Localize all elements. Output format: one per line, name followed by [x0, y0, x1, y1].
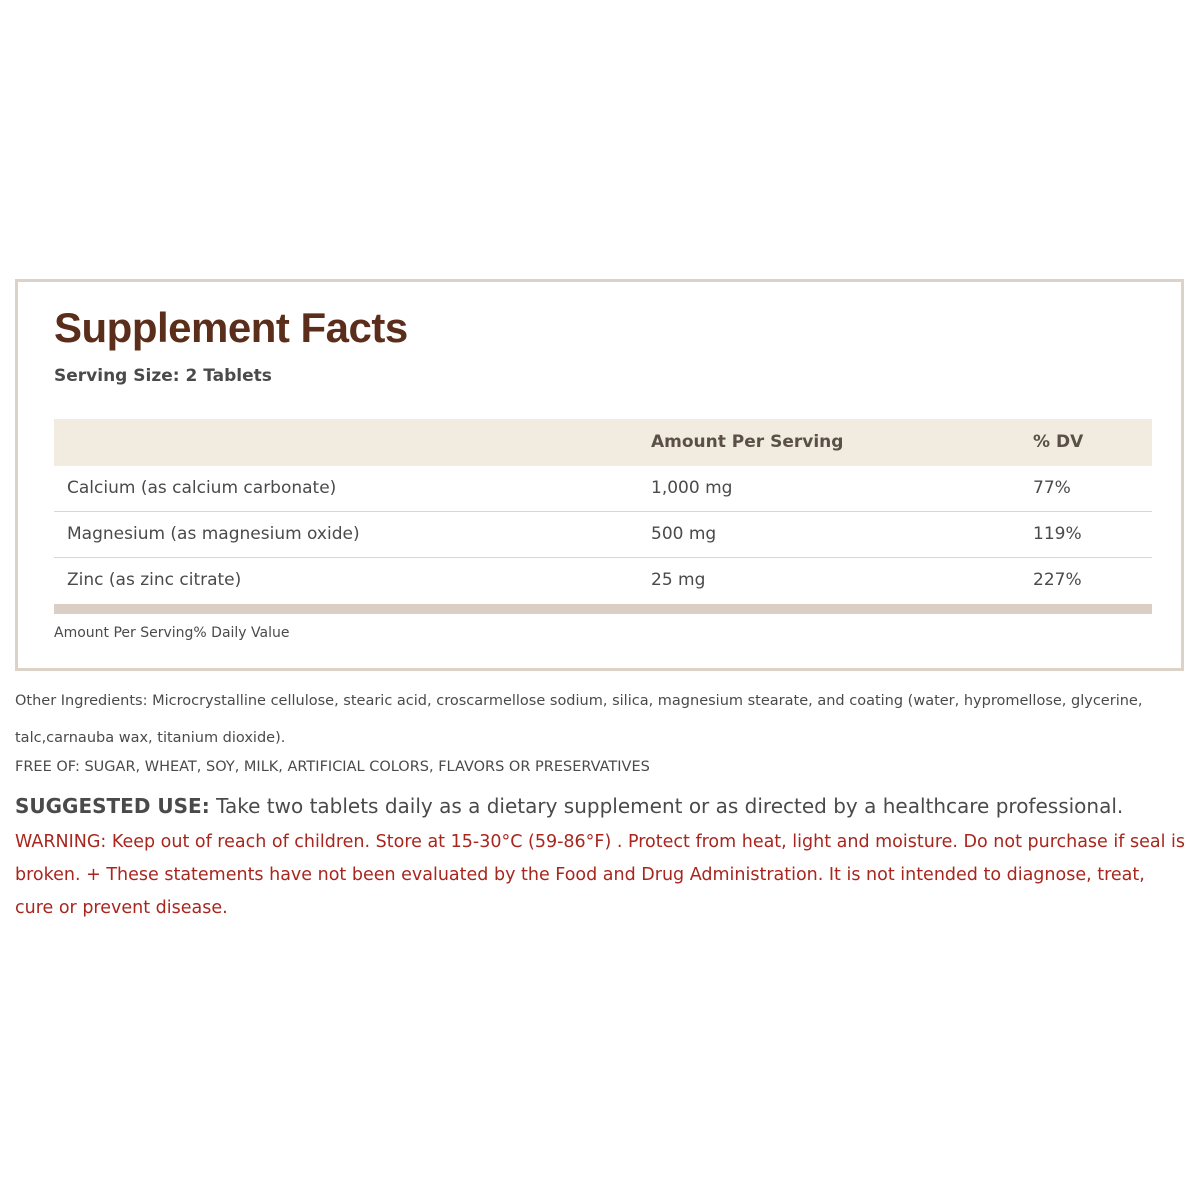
nutrient-dv: 119%	[1033, 524, 1082, 544]
warning-statement: WARNING: Keep out of reach of children. Store at 15-30°C (59-86°F) . Protect from heat, light and moisture. Do not purchase if seal is broken. + These statements have not been evaluated by the Food and Drug Administration. It is not intended to diagnose, treat, cure or prevent disease.	[15, 832, 1185, 918]
suggested-use-text: Take two tablets daily as a dietary supplement or as directed by a healthcare professional.	[209, 794, 1124, 818]
header-daily-value: % DV	[1033, 432, 1084, 452]
nutrient-amount: 25 mg	[651, 570, 706, 590]
nutrient-name: Calcium (as calcium carbonate)	[67, 478, 337, 498]
table-row-zinc	[54, 558, 1152, 604]
daily-value-footnote: Amount Per Serving% Daily Value	[54, 625, 290, 641]
nutrient-dv: 77%	[1033, 478, 1071, 498]
nutrient-dv: 227%	[1033, 570, 1082, 590]
free-of-statement: FREE OF: SUGAR, WHEAT, SOY, MILK, ARTIFICIAL COLORS, FLAVORS OR PRESERVATIVES	[15, 759, 650, 775]
nutrient-amount: 1,000 mg	[651, 478, 733, 498]
facts-title: Supplement Facts	[54, 304, 408, 351]
nutrient-name: Magnesium (as magnesium oxide)	[67, 524, 360, 544]
supplement-facts-panel	[15, 279, 1184, 671]
nutrient-name: Zinc (as zinc citrate)	[67, 570, 242, 590]
facts-table	[54, 419, 1152, 614]
other-ingredients: Other Ingredients: Microcrystalline cellulose, stearic acid, croscarmellose sodium, silica, magnesium stearate, and coating (water, hypromellose, glycerine, talc,carnauba wax, titanium dioxide).	[15, 693, 1143, 746]
table-header-row	[54, 419, 1152, 466]
table-row-magnesium	[54, 512, 1152, 558]
nutrient-amount: 500 mg	[651, 524, 717, 544]
header-amount-per-serving: Amount Per Serving	[651, 432, 844, 452]
suggested-use-label: SUGGESTED USE:	[15, 794, 210, 818]
serving-size: Serving Size: 2 Tablets	[54, 366, 272, 386]
table-footer-divider	[54, 604, 1152, 614]
table-row-calcium	[54, 466, 1152, 512]
suggested-use	[15, 794, 1123, 818]
